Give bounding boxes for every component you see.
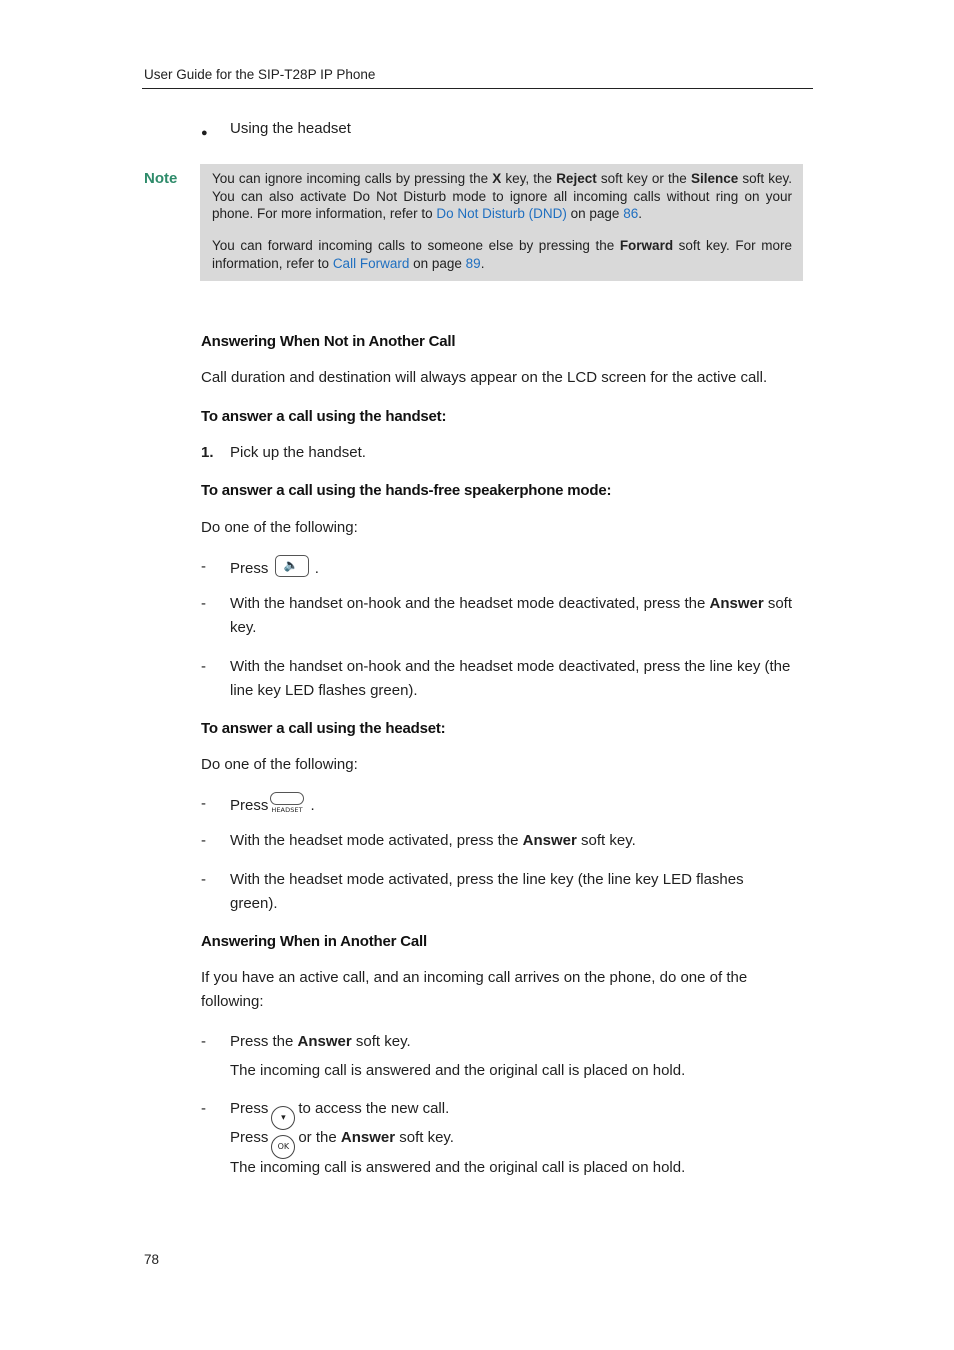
call-forward-link[interactable]: Call Forward	[332, 255, 410, 271]
ok-key-icon: OK	[271, 1135, 295, 1159]
handsfree-heading: To answer a call using the hands-free speakerphone mode:	[201, 482, 612, 499]
dash-marker: -	[201, 1033, 206, 1050]
note-box	[200, 164, 803, 281]
note-key-silence: Silence	[690, 171, 739, 186]
note-key-forward: Forward	[619, 238, 674, 253]
section-heading-in-call: Answering When in Another Call	[201, 933, 427, 950]
incall-item-1-result: The incoming call is answered and the original call is placed on hold.	[230, 1062, 686, 1079]
dash-marker: -	[201, 658, 206, 675]
speaker-icon: 🔈	[275, 555, 309, 577]
header-rule	[142, 88, 813, 89]
page-number: 78	[144, 1252, 160, 1267]
bullet-dot: ●	[201, 127, 208, 139]
incall-item-2-line2: PressOKor the Answer soft key.	[230, 1126, 802, 1159]
dash-marker: -	[201, 795, 206, 812]
headset-intro: Do one of the following:	[201, 756, 358, 773]
note-label: Note	[144, 170, 178, 187]
incall-item-1: Press the Answer soft key.	[230, 1033, 411, 1050]
dash-marker: -	[201, 1100, 206, 1117]
step-number: 1.	[201, 444, 214, 461]
note-key-x: X	[492, 171, 502, 186]
headset-item-1: Press HEADSET .	[230, 792, 802, 818]
headset-key-icon: HEADSET	[270, 792, 304, 816]
down-arrow-key-icon: ▾	[271, 1106, 295, 1130]
dash-marker: -	[201, 558, 206, 575]
note-paragraph-1: You can ignore incoming calls by pressing the X key, the Reject soft key or the Silence soft key. You can also activate Do Not Disturb mode to ignore all incoming calls without ring on your phone. For more information, refer to Do Not Disturb (DND) on page 86.	[212, 171, 793, 221]
incall-item-2-result: The incoming call is answered and the original call is placed on hold.	[230, 1159, 686, 1176]
headset-item-2: With the headset mode activated, press the Answer soft key.	[230, 832, 636, 849]
dash-marker: -	[201, 832, 206, 849]
section-heading-not-in-call: Answering When Not in Another Call	[201, 333, 456, 350]
handsfree-item-3: With the handset on-hook and the headset mode deactivated, press the line key (the line key LED flashes green).	[230, 658, 791, 699]
handset-heading: To answer a call using the handset:	[201, 408, 447, 425]
handsfree-item-2: With the handset on-hook and the headset mode deactivated, press the Answer soft key.	[230, 595, 793, 636]
dnd-page-link[interactable]: 86	[623, 206, 639, 221]
step-text: Pick up the handset.	[230, 444, 366, 461]
note-paragraph-2: You can forward incoming calls to someone else by pressing the Forward soft key. For more information, refer to Call Forward on page 89.	[212, 238, 793, 271]
call-forward-page-link[interactable]: 89	[465, 255, 481, 271]
section2-paragraph: If you have an active call, and an incoming call arrives on the phone, do one of the following:	[201, 969, 748, 1010]
dash-marker: -	[201, 871, 206, 888]
dash-marker: -	[201, 595, 206, 612]
note-key-reject: Reject	[556, 171, 597, 186]
handsfree-item-1: Press 🔈 .	[230, 555, 802, 581]
section1-paragraph: Call duration and destination will always appear on the LCD screen for the active call.	[201, 369, 768, 386]
dnd-link[interactable]: Do Not Disturb (DND)	[436, 206, 567, 221]
handsfree-intro: Do one of the following:	[201, 519, 358, 536]
bullet-text: Using the headset	[230, 120, 351, 137]
running-header: User Guide for the SIP-T28P IP Phone	[144, 67, 376, 82]
incall-item-2: Press▾to access the new call.	[230, 1097, 802, 1130]
headset-heading: To answer a call using the headset:	[201, 720, 446, 737]
headset-item-3: With the headset mode activated, press the line key (the line key LED flashes green).	[230, 871, 744, 912]
